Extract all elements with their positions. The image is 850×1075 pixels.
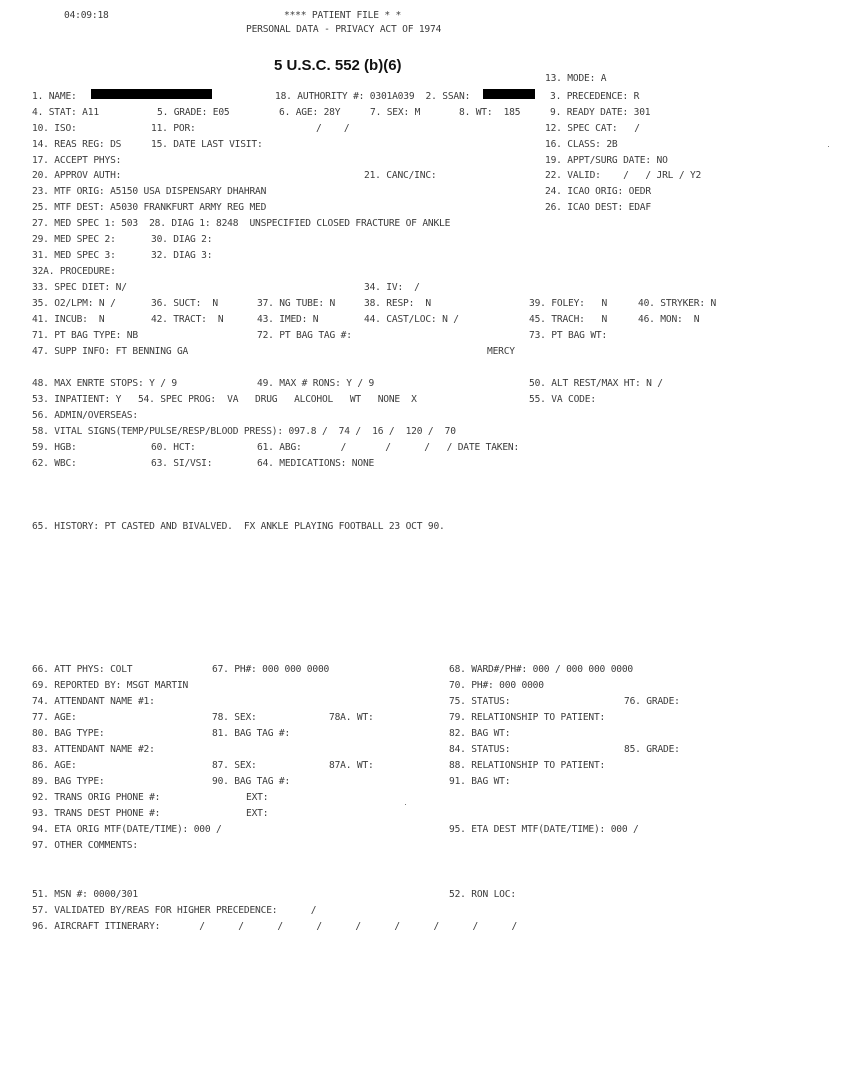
form-field-text: 37. NG TUBE: N [257, 298, 336, 309]
print-time: 04:09:18 [64, 10, 109, 21]
form-field-text: 47. SUPP INFO: FT BENNING GA [32, 346, 189, 357]
form-field-text: 42. TRACT: N [151, 314, 224, 325]
form-field-text: 86. AGE: [32, 760, 77, 771]
form-field-text: 78. SEX: [212, 712, 257, 723]
form-field-text: EXT: [246, 808, 269, 819]
form-field-text: 48. MAX ENRTE STOPS: Y / 9 [32, 378, 177, 389]
form-field-text: 77. AGE: [32, 712, 77, 723]
form-field-text: 12. SPEC CAT: / [545, 123, 640, 134]
form-field-text: 9. READY DATE: 301 [550, 107, 651, 118]
form-field-text: 76. GRADE: [624, 696, 680, 707]
form-field-text: 27. MED SPEC 1: 503 28. DIAG 1: 8248 UNSPECIFIED CLOSED FRACTURE OF ANKLE [32, 218, 451, 229]
form-field-text: 40. STRYKER: N [638, 298, 717, 309]
form-field-text: 35. O2/LPM: N / [32, 298, 116, 309]
scan-speck [828, 146, 829, 147]
form-field-text: 6. AGE: 28Y [279, 107, 341, 118]
form-field-text: 84. STATUS: [449, 744, 511, 755]
form-field-text: 59. HGB: [32, 442, 77, 453]
form-field-text: 55. VA CODE: [529, 394, 596, 405]
form-field-text: 82. BAG WT: [449, 728, 511, 739]
scan-speck [405, 804, 406, 805]
form-field-text: 97. OTHER COMMENTS: [32, 840, 138, 851]
form-field-text: / / [316, 123, 350, 134]
form-field-text: 13. MODE: A [545, 73, 607, 84]
form-field-text: 52. RON LOC: [449, 889, 516, 900]
form-field-text: 58. VITAL SIGNS(TEMP/PULSE/RESP/BLOOD PRESS): 097.8 / 74 / 16 / 120 / 70 [32, 426, 456, 437]
form-field-text: 44. CAST/LOC: N / [364, 314, 459, 325]
ssan-redaction [483, 89, 535, 99]
form-field-text: 18. AUTHORITY #: 0301A039 2. SSAN: [275, 91, 471, 102]
form-field-text: 41. INCUB: N [32, 314, 105, 325]
form-field-text: 63. SI/VSI: [151, 458, 213, 469]
form-field-text: 31. MED SPEC 3: [32, 250, 116, 261]
form-field-text: 67. PH#: 000 000 0000 [212, 664, 330, 675]
form-field-text: 68. WARD#/PH#: 000 / 000 000 0000 [449, 664, 634, 675]
form-field-text: 19. APPT/SURG DATE: NO [545, 155, 668, 166]
form-field-text: 17. ACCEPT PHYS: [32, 155, 122, 166]
form-field-text: 45. TRACH: N [529, 314, 608, 325]
form-field-text: 3. PRECEDENCE: R [550, 91, 640, 102]
form-field-text: 94. ETA ORIG MTF(DATE/TIME): 000 / [32, 824, 222, 835]
form-field-text: 65. HISTORY: PT CASTED AND BIVALVED. FX ANKLE PLAYING FOOTBALL 23 OCT 90. [32, 521, 445, 532]
form-field-text: 85. GRADE: [624, 744, 680, 755]
form-field-text: 66. ATT PHYS: COLT [32, 664, 133, 675]
form-field-text: 39. FOLEY: N [529, 298, 608, 309]
form-field-text: 20. APPROV AUTH: [32, 170, 122, 181]
form-field-text: 57. VALIDATED BY/REAS FOR HIGHER PRECEDENCE: / [32, 905, 317, 916]
form-field-text: 56. ADMIN/OVERSEAS: [32, 410, 138, 421]
form-field-text: 23. MTF ORIG: A5150 USA DISPENSARY DHAHRAN [32, 186, 267, 197]
form-field-text: 78A. WT: [329, 712, 374, 723]
form-field-text: 71. PT BAG TYPE: NB [32, 330, 138, 341]
form-field-text: 70. PH#: 000 0000 [449, 680, 544, 691]
form-field-text: 87A. WT: [329, 760, 374, 771]
form-field-text: 74. ATTENDANT NAME #1: [32, 696, 155, 707]
form-field-text: 91. BAG WT: [449, 776, 511, 787]
form-field-text: 93. TRANS DEST PHONE #: [32, 808, 161, 819]
form-field-text: 21. CANC/INC: [364, 170, 437, 181]
form-field-text: 25. MTF DEST: A5030 FRANKFURT ARMY REG MED [32, 202, 267, 213]
form-field-text: 32. DIAG 3: [151, 250, 213, 261]
form-field-text: MERCY [487, 346, 515, 357]
form-field-text: 16. CLASS: 2B [545, 139, 618, 150]
form-field-text: 73. PT BAG WT: [529, 330, 608, 341]
form-field-text: 96. AIRCRAFT ITINERARY: / / / / / / / / / [32, 921, 518, 932]
form-field-text: 36. SUCT: N [151, 298, 218, 309]
form-field-text: 46. MON: N [638, 314, 700, 325]
form-field-text: 34. IV: / [364, 282, 420, 293]
form-field-text: 50. ALT REST/MAX HT: N / [529, 378, 663, 389]
form-field-text: 75. STATUS: [449, 696, 511, 707]
form-field-text: 29. MED SPEC 2: [32, 234, 116, 245]
foia-exemption-stamp: 5 U.S.C. 552 (b)(6) [274, 57, 402, 74]
form-field-text: 80. BAG TYPE: [32, 728, 105, 739]
form-field-text: 14. REAS REG: DS [32, 139, 122, 150]
form-field-text: 1. NAME: [32, 91, 77, 102]
form-field-text: 38. RESP: N [364, 298, 431, 309]
name-redaction [91, 89, 212, 99]
form-field-text: 90. BAG TAG #: [212, 776, 291, 787]
form-field-text: 51. MSN #: 0000/301 [32, 889, 138, 900]
form-field-text: 49. MAX # RONS: Y / 9 [257, 378, 375, 389]
file-banner: **** PATIENT FILE * * [284, 10, 402, 21]
form-field-text: 53. INPATIENT: Y 54. SPEC PROG: VA DRUG ALCOHOL WT NONE X [32, 394, 417, 405]
form-field-text: 89. BAG TYPE: [32, 776, 105, 787]
form-field-text: 87. SEX: [212, 760, 257, 771]
form-field-text: 60. HCT: [151, 442, 196, 453]
form-field-text: 26. ICAO DEST: EDAF [545, 202, 651, 213]
form-field-text: 83. ATTENDANT NAME #2: [32, 744, 155, 755]
form-field-text: 43. IMED: N [257, 314, 319, 325]
form-field-text: 88. RELATIONSHIP TO PATIENT: [449, 760, 606, 771]
form-field-text: EXT: [246, 792, 269, 803]
form-field-text: 24. ICAO ORIG: OEDR [545, 186, 651, 197]
form-field-text: 30. DIAG 2: [151, 234, 213, 245]
form-field-text: 15. DATE LAST VISIT: [151, 139, 263, 150]
form-field-text: 5. GRADE: E05 [157, 107, 230, 118]
form-field-text: 72. PT BAG TAG #: [257, 330, 352, 341]
form-field-text: 95. ETA DEST MTF(DATE/TIME): 000 / [449, 824, 639, 835]
form-field-text: 69. REPORTED BY: MSGT MARTIN [32, 680, 189, 691]
form-field-text: 61. ABG: / / / / DATE TAKEN: [257, 442, 520, 453]
form-field-text: 62. WBC: [32, 458, 77, 469]
form-field-text: 92. TRANS ORIG PHONE #: [32, 792, 161, 803]
form-field-text: 4. STAT: A11 [32, 107, 99, 118]
form-field-text: 64. MEDICATIONS: NONE [257, 458, 375, 469]
form-field-text: 22. VALID: / / JRL / Y2 [545, 170, 702, 181]
form-field-text: 11. POR: [151, 123, 196, 134]
form-field-text: 32A. PROCEDURE: [32, 266, 116, 277]
form-field-text: 79. RELATIONSHIP TO PATIENT: [449, 712, 606, 723]
form-field-text: 10. ISO: [32, 123, 77, 134]
privacy-notice: PERSONAL DATA - PRIVACY ACT OF 1974 [246, 24, 442, 35]
form-field-text: 8. WT: 185 [459, 107, 521, 118]
form-field-text: 81. BAG TAG #: [212, 728, 291, 739]
form-field-text: 33. SPEC DIET: N/ [32, 282, 127, 293]
form-field-text: 7. SEX: M [370, 107, 421, 118]
